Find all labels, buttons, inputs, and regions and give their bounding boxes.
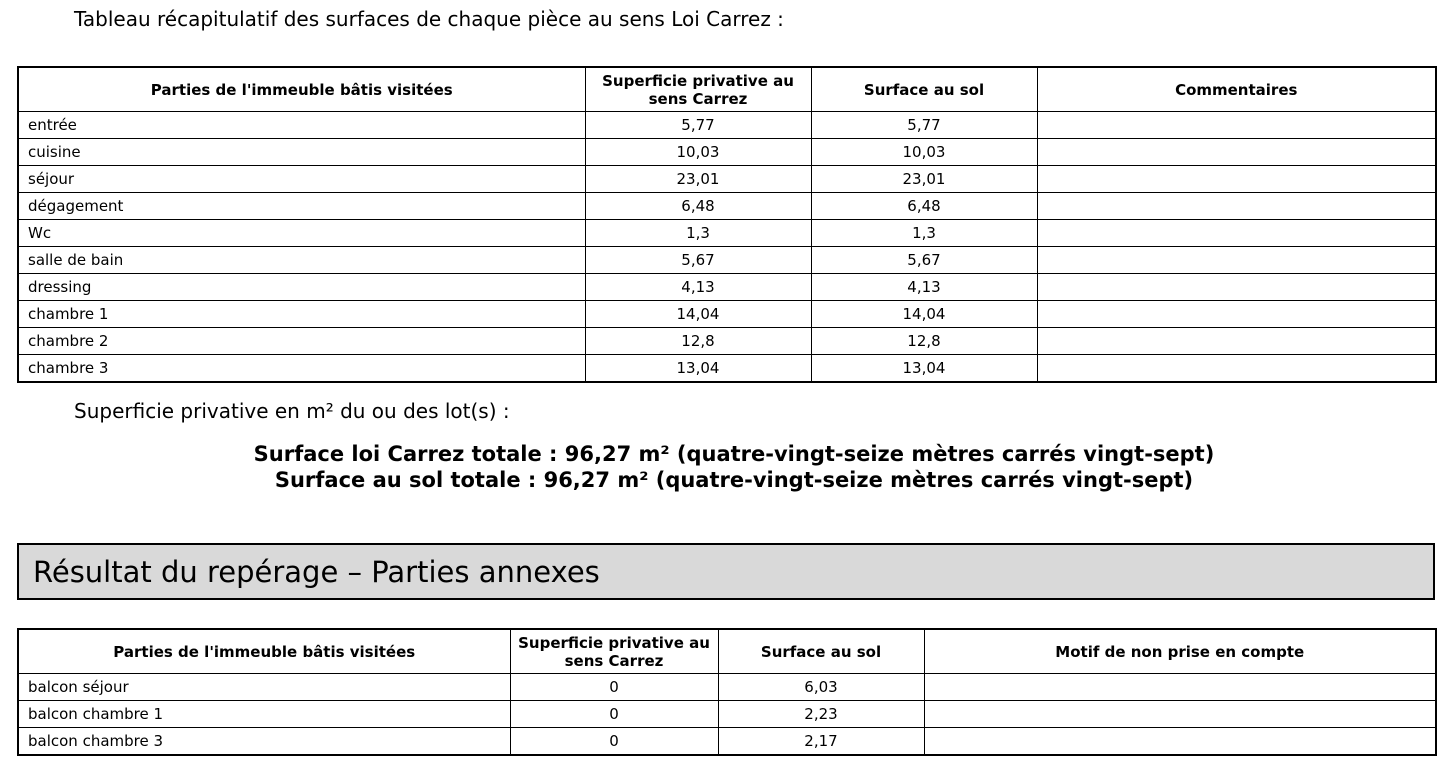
cell-sol: 1,3 bbox=[811, 220, 1037, 247]
cell-carrez: 12,8 bbox=[585, 328, 811, 355]
cell-name: chambre 3 bbox=[18, 355, 585, 383]
cell-carrez: 1,3 bbox=[585, 220, 811, 247]
cell-carrez: 4,13 bbox=[585, 274, 811, 301]
annex-table-body bbox=[18, 674, 1436, 756]
cell-carrez: 5,77 bbox=[585, 112, 811, 139]
header-motif: Motif de non prise en compte bbox=[924, 629, 1436, 674]
cell-carrez: 0 bbox=[510, 701, 718, 728]
cell-name: balcon chambre 3 bbox=[18, 728, 510, 756]
table-row bbox=[18, 701, 1436, 728]
cell-sol: 12,8 bbox=[811, 328, 1037, 355]
cell-carrez: 5,67 bbox=[585, 247, 811, 274]
table-row bbox=[18, 674, 1436, 701]
cell-name: balcon séjour bbox=[18, 674, 510, 701]
cell-carrez: 6,48 bbox=[585, 193, 811, 220]
cell-carrez: 14,04 bbox=[585, 301, 811, 328]
cell-carrez: 23,01 bbox=[585, 166, 811, 193]
cell-sol: 4,13 bbox=[811, 274, 1037, 301]
cell-sol: 2,17 bbox=[718, 728, 924, 756]
cell-sol: 2,23 bbox=[718, 701, 924, 728]
carrez-surface-table bbox=[17, 66, 1437, 383]
cell-comment bbox=[1037, 139, 1436, 166]
table-row bbox=[18, 193, 1436, 220]
cell-name: séjour bbox=[18, 166, 585, 193]
cell-comment bbox=[1037, 274, 1436, 301]
header-surface-sol: Surface au sol bbox=[718, 629, 924, 674]
table-row bbox=[18, 166, 1436, 193]
cell-comment bbox=[1037, 355, 1436, 383]
cell-name: salle de bain bbox=[18, 247, 585, 274]
cell-sol: 5,77 bbox=[811, 112, 1037, 139]
cell-sol: 10,03 bbox=[811, 139, 1037, 166]
header-parties: Parties de l'immeuble bâtis visitées bbox=[18, 629, 510, 674]
table-header-row bbox=[18, 67, 1436, 112]
cell-comment bbox=[1037, 301, 1436, 328]
cell-name: entrée bbox=[18, 112, 585, 139]
header-parties: Parties de l'immeuble bâtis visitées bbox=[18, 67, 585, 112]
table-row bbox=[18, 220, 1436, 247]
cell-sol: 23,01 bbox=[811, 166, 1037, 193]
annex-surface-table bbox=[17, 628, 1437, 756]
table-row bbox=[18, 139, 1436, 166]
header-superficie-carrez: Superficie privative au sens Carrez bbox=[585, 67, 811, 112]
intro-text: Tableau récapitulatif des surfaces de chaque pièce au sens Loi Carrez : bbox=[74, 7, 784, 31]
cell-comment bbox=[1037, 112, 1436, 139]
cell-name: Wc bbox=[18, 220, 585, 247]
cell-motif bbox=[924, 728, 1436, 756]
cell-carrez: 0 bbox=[510, 674, 718, 701]
cell-motif bbox=[924, 674, 1436, 701]
cell-sol: 5,67 bbox=[811, 247, 1037, 274]
header-superficie-carrez: Superficie privative au sens Carrez bbox=[510, 629, 718, 674]
total-carrez: Surface loi Carrez totale : 96,27 m² (quatre-vingt-seize mètres carrés vingt-sept) bbox=[253, 442, 1215, 466]
header-surface-sol: Surface au sol bbox=[811, 67, 1037, 112]
table-row bbox=[18, 728, 1436, 756]
cell-motif bbox=[924, 701, 1436, 728]
cell-sol: 6,48 bbox=[811, 193, 1037, 220]
table-row bbox=[18, 328, 1436, 355]
main-table-body bbox=[18, 112, 1436, 383]
cell-carrez: 13,04 bbox=[585, 355, 811, 383]
cell-carrez: 0 bbox=[510, 728, 718, 756]
cell-name: chambre 1 bbox=[18, 301, 585, 328]
superficie-label: Superficie privative en m² du ou des lot(s) : bbox=[74, 399, 510, 423]
cell-comment bbox=[1037, 220, 1436, 247]
cell-comment bbox=[1037, 193, 1436, 220]
cell-carrez: 10,03 bbox=[585, 139, 811, 166]
cell-sol: 13,04 bbox=[811, 355, 1037, 383]
cell-comment bbox=[1037, 166, 1436, 193]
cell-comment bbox=[1037, 247, 1436, 274]
cell-name: dressing bbox=[18, 274, 585, 301]
cell-name: balcon chambre 1 bbox=[18, 701, 510, 728]
cell-name: chambre 2 bbox=[18, 328, 585, 355]
table-row bbox=[18, 247, 1436, 274]
cell-name: cuisine bbox=[18, 139, 585, 166]
cell-name: dégagement bbox=[18, 193, 585, 220]
table-header-row bbox=[18, 629, 1436, 674]
cell-sol: 6,03 bbox=[718, 674, 924, 701]
header-commentaires: Commentaires bbox=[1037, 67, 1436, 112]
table-row bbox=[18, 274, 1436, 301]
annex-section-title: Résultat du repérage – Parties annexes bbox=[17, 543, 1435, 600]
table-row bbox=[18, 355, 1436, 383]
table-row bbox=[18, 301, 1436, 328]
table-row bbox=[18, 112, 1436, 139]
total-sol: Surface au sol totale : 96,27 m² (quatre-vingt-seize mètres carrés vingt-sept) bbox=[274, 468, 1194, 492]
cell-comment bbox=[1037, 328, 1436, 355]
cell-sol: 14,04 bbox=[811, 301, 1037, 328]
